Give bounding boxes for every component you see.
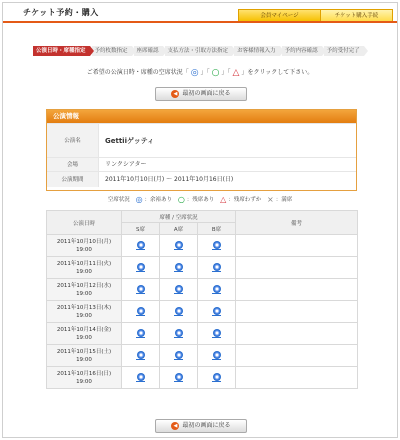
schedule-table xyxy=(46,210,358,389)
seat-availability-cell xyxy=(122,235,160,257)
performance-info-box xyxy=(46,109,357,191)
seat-availability-cell xyxy=(198,279,236,301)
page-header xyxy=(3,3,397,22)
available-link-icon[interactable] xyxy=(213,373,221,381)
info-row-venue xyxy=(47,157,356,171)
col-header-seat-group: 席種 / 空席状況 xyxy=(122,211,236,223)
performance-datetime: 2011年10月13日(木) 19:00 xyxy=(47,301,122,323)
seat-availability-cell xyxy=(160,279,198,301)
seat-availability-cell xyxy=(122,279,160,301)
step-customer-info: お客様情報入力 xyxy=(234,46,280,56)
seat-availability-cell xyxy=(198,235,236,257)
progress-steps xyxy=(33,46,366,56)
performance-datetime: 2011年10月14日(金) 19:00 xyxy=(47,323,122,345)
seat-availability-cell xyxy=(198,301,236,323)
few-left-symbol-icon: △ xyxy=(232,68,240,78)
step-review: 予約内容確認 xyxy=(282,46,322,56)
remaining-symbol-icon: ○ xyxy=(211,68,220,78)
performance-datetime: 2011年10月12日(水) 19:00 xyxy=(47,279,122,301)
note-cell xyxy=(236,279,358,301)
performance-datetime: 2011年10月16日(日) 19:00 xyxy=(47,367,122,389)
seat-availability-cell xyxy=(122,323,160,345)
performance-datetime: 2011年10月11日(火) 19:00 xyxy=(47,257,122,279)
available-link-icon[interactable] xyxy=(137,263,145,271)
seat-availability-cell xyxy=(160,257,198,279)
available-symbol-icon: ◎ xyxy=(190,68,199,78)
col-header-seat-s: S席 xyxy=(122,223,160,235)
performance-info-heading: 公演情報 xyxy=(47,110,356,123)
venue-name: リンクシアター xyxy=(105,161,147,168)
availability-legend: 空席状況 ◎ ：余裕あり ○ ：残席あり △ ：残席わずか × ：満席 xyxy=(107,195,293,204)
seat-availability-cell xyxy=(122,367,160,389)
seat-availability-cell xyxy=(198,323,236,345)
link-underline xyxy=(136,337,145,338)
note-cell xyxy=(236,235,358,257)
table-row xyxy=(47,345,358,367)
performance-datetime: 2011年10月15日(土) 19:00 xyxy=(47,345,122,367)
ticket-purchase-tab[interactable]: チケット購入手続 xyxy=(320,9,393,21)
available-link-icon[interactable] xyxy=(175,351,183,359)
link-underline xyxy=(212,381,221,382)
info-label-venue: 会場 xyxy=(47,158,99,171)
note-cell xyxy=(236,257,358,279)
col-header-seat-b: B席 xyxy=(198,223,236,235)
seat-availability-cell xyxy=(122,345,160,367)
link-underline xyxy=(136,315,145,316)
link-underline xyxy=(174,315,183,316)
link-underline xyxy=(212,271,221,272)
mypage-tab[interactable]: 会員マイページ xyxy=(238,9,321,21)
performance-datetime: 2011年10月10日(月) 19:00 xyxy=(47,235,122,257)
link-underline xyxy=(212,359,221,360)
available-link-icon[interactable] xyxy=(213,241,221,249)
link-underline xyxy=(136,359,145,360)
header-divider xyxy=(3,21,397,23)
link-underline xyxy=(136,249,145,250)
col-header-note: 備考 xyxy=(236,211,358,235)
instruction-text: ご希望の公演日時・席種の空席状況「 ◎ 」「 ○ 」「 △ 」をクリックして下さい。 xyxy=(86,68,314,78)
link-underline xyxy=(174,249,183,250)
table-row xyxy=(47,279,358,301)
link-underline xyxy=(174,337,183,338)
note-cell xyxy=(236,301,358,323)
step-quantity: 予約枚数指定 xyxy=(92,46,132,56)
seat-availability-cell xyxy=(160,345,198,367)
page-frame xyxy=(2,2,398,438)
link-underline xyxy=(136,381,145,382)
col-header-date: 公演日時 xyxy=(47,211,122,235)
note-cell xyxy=(236,323,358,345)
info-row-name xyxy=(47,123,356,157)
seat-availability-cell xyxy=(198,257,236,279)
available-link-icon[interactable] xyxy=(175,329,183,337)
table-row xyxy=(47,323,358,345)
available-link-icon[interactable] xyxy=(137,351,145,359)
available-link-icon[interactable] xyxy=(213,285,221,293)
table-row xyxy=(47,257,358,279)
legend-remaining-icon: ○ xyxy=(177,195,185,204)
seat-availability-cell xyxy=(160,235,198,257)
back-to-start-button-top[interactable]: ◀ 最初の画面に戻る xyxy=(155,87,247,101)
available-link-icon[interactable] xyxy=(137,285,145,293)
col-header-seat-a: A席 xyxy=(160,223,198,235)
link-underline xyxy=(212,293,221,294)
arrow-left-icon: ◀ xyxy=(171,422,179,430)
available-link-icon[interactable] xyxy=(137,307,145,315)
seat-availability-cell xyxy=(160,301,198,323)
available-link-icon[interactable] xyxy=(137,373,145,381)
arrow-left-icon: ◀ xyxy=(171,90,179,98)
legend-available-icon: ◎ xyxy=(135,195,143,204)
back-to-start-button-bottom[interactable]: ◀ 最初の画面に戻る xyxy=(155,419,247,433)
link-underline xyxy=(212,249,221,250)
table-row xyxy=(47,235,358,257)
step-seat-confirm: 座席確認 xyxy=(134,46,163,56)
available-link-icon[interactable] xyxy=(175,285,183,293)
available-link-icon[interactable] xyxy=(175,307,183,315)
note-cell xyxy=(236,345,358,367)
seat-availability-cell xyxy=(160,323,198,345)
link-underline xyxy=(174,271,183,272)
link-underline xyxy=(212,337,221,338)
step-date-seat: 公演日時・席種指定 xyxy=(33,46,90,56)
link-underline xyxy=(212,315,221,316)
step-complete: 予約受付完了 xyxy=(324,46,364,56)
available-link-icon[interactable] xyxy=(137,329,145,337)
seat-availability-cell xyxy=(122,301,160,323)
available-link-icon[interactable] xyxy=(213,307,221,315)
table-row xyxy=(47,301,358,323)
seat-availability-cell xyxy=(198,345,236,367)
seat-availability-cell xyxy=(122,257,160,279)
link-underline xyxy=(174,381,183,382)
page-title: チケット予約・購入 xyxy=(23,8,99,17)
info-row-period xyxy=(47,171,356,187)
step-payment: 支払方法・引取方法指定 xyxy=(165,46,233,56)
available-link-icon[interactable] xyxy=(175,373,183,381)
seat-availability-cell xyxy=(160,367,198,389)
available-link-icon[interactable] xyxy=(213,263,221,271)
performance-period: 2011年10月10日(月) ～ 2011年10月16日(日) xyxy=(105,176,234,183)
link-underline xyxy=(136,293,145,294)
info-label-name: 公演名 xyxy=(47,124,99,157)
available-link-icon[interactable] xyxy=(213,351,221,359)
info-label-period: 公演期間 xyxy=(47,172,99,187)
link-underline xyxy=(136,271,145,272)
legend-soldout-icon: × xyxy=(266,195,274,204)
performance-name: Gettiiゲッティ xyxy=(105,137,155,145)
available-link-icon[interactable] xyxy=(175,263,183,271)
seat-availability-cell xyxy=(198,367,236,389)
legend-few-left-icon: △ xyxy=(220,195,227,204)
link-underline xyxy=(174,293,183,294)
table-row xyxy=(47,367,358,389)
available-link-icon[interactable] xyxy=(137,241,145,249)
link-underline xyxy=(174,359,183,360)
available-link-icon[interactable] xyxy=(175,241,183,249)
available-link-icon[interactable] xyxy=(213,329,221,337)
note-cell xyxy=(236,367,358,389)
